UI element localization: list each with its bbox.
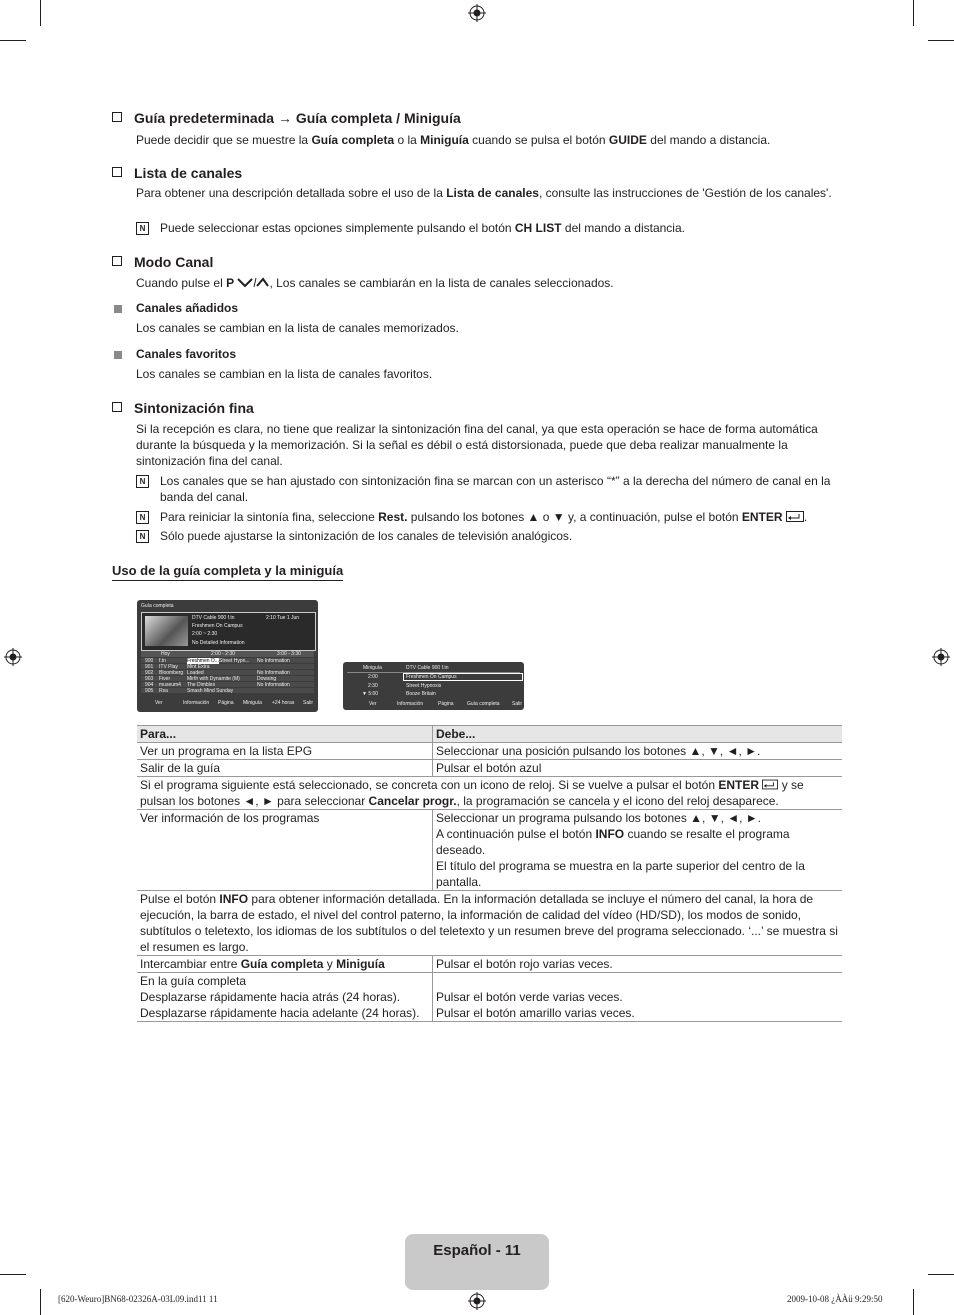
footer-salir[interactable]: Salir [512, 701, 523, 707]
registration-mark-icon [468, 4, 486, 22]
checkbox-icon [112, 256, 122, 266]
full-guide-screen [137, 600, 318, 712]
checkbox-icon [112, 402, 122, 412]
paragraph: Puede decidir que se muestre la Guía completa o la Miniguía cuando se pulsa el botón GUIDE del mando a distancia. [136, 133, 771, 147]
note-icon: N [136, 511, 149, 524]
bullet-square-icon [114, 351, 122, 359]
bullet-square-icon [114, 305, 122, 313]
screen-title: Miniguía [363, 665, 382, 671]
crop-mark [913, 0, 914, 26]
table-row: Pulse el botón INFO para obtener información detallada. En la información detallada se incluye el número del canal, la hora de ejecución, la barra de estado, el nivel del control paterno, la información de calidad del vídeo (HD/SD), los modos de sonido, subtítulos o teletexto, los idiomas de los subtítulos o del teletexto y un resumen breve del programa seleccionado. ‘...’ se muestra si el resumen es largo. [137, 891, 842, 956]
footer-24h[interactable]: +24 horas [272, 700, 295, 706]
info-panel: DTV Cable 900 f.tn 2:10 Tue 1 Jun Freshmen On Campus 2:00 ~ 2:30 No Detailed Information [141, 612, 316, 651]
table-row: Salir de la guía Pulsar el botón azul [137, 760, 842, 777]
note: N Puede seleccionar estas opciones simplemente pulsando el botón CH LIST del mando a distancia. [136, 220, 842, 236]
crop-mark [928, 1274, 954, 1275]
registration-mark-icon [932, 648, 950, 666]
crop-mark [928, 40, 954, 41]
instructions-table [137, 725, 842, 1022]
footer-guia-completa[interactable]: Guía completa [467, 701, 500, 707]
footer-ver[interactable]: Ver [369, 701, 377, 707]
footer-ver[interactable]: Ver [155, 700, 163, 706]
table-row: Ver información de los programas Seleccionar un programa pulsando los botones ▲, ▼, ◄, ►. A continuación pulse el botón INFO cuando se resalte el programa deseado. El título del programa se muestra en la parte superior del centro de la pantalla. [137, 810, 842, 891]
sub-heading: Canales favoritos [136, 347, 237, 361]
table-row[interactable]: 901 ITV Play Mint Extra [141, 664, 314, 669]
paragraph: Cuando pulse el P , Los canales se cambiarán en la lista de canales seleccionados. [136, 276, 614, 290]
table-row[interactable]: 902 Bloomberg Loaded No Information [141, 670, 314, 675]
note-icon: N [136, 530, 149, 543]
chevron-down-up-icon [237, 277, 269, 288]
table-row[interactable]: 900 f.tn Freshmen O... Street Hypn... No Information [141, 658, 314, 663]
section-title-uso: Uso de la guía completa y la miniguía [112, 563, 343, 581]
registration-mark-icon [4, 648, 22, 666]
note-icon: N [136, 475, 149, 488]
footer-info[interactable]: Información [397, 701, 424, 707]
note: N Sólo puede ajustarse la sintonización de los canales de televisión analógicos. [136, 528, 842, 544]
section-title-sinto: Sintonización fina [112, 400, 254, 416]
crop-mark [913, 1289, 914, 1315]
crop-mark [0, 1274, 26, 1275]
crop-mark [40, 1289, 41, 1315]
crop-mark [0, 40, 26, 41]
table-header: Para... Debe... [137, 726, 842, 743]
note-icon: N [136, 222, 149, 235]
table-row[interactable]: 903 Fiver Mirth with Dynamite (M) Dowsing [141, 676, 314, 681]
screen-title: Guía completa [141, 603, 174, 609]
note: N Los canales que se han ajustado con sintonización fina se marcan con un asterisco “*” a la derecha del número de canal en la banda del canal. [136, 473, 842, 505]
screen-footer [141, 700, 314, 708]
footer-salir[interactable]: Salir [303, 700, 314, 706]
section-title-guia: Guía predeterminada → Guía completa / Miniguía [112, 110, 461, 126]
time-header: Hoy 2:00 - 2:30 3:00 - 3:30 [141, 651, 314, 657]
paragraph: Si la recepción es clara, no tiene que realizar la sintonización fina del canal, ya que esta operación se hace de forma automática durante la búsqueda y la memorización. Si la señal es débil o está distorsionada, puede que deba realizar manualmente la sintonización fina del canal. [136, 422, 818, 468]
table-row: En la guía completa Desplazarse rápidamente hacia atrás (24 horas). Desplazarse rápidamente hacia adelante (24 horas). Pulsar el botón verde varias veces. Pulsar el botón amarillo varias veces. [137, 973, 842, 1022]
checkbox-icon [112, 167, 122, 177]
paragraph: Los canales se cambian en la lista de canales memorizados. [136, 321, 459, 335]
section-title-modo: Modo Canal [112, 254, 213, 270]
checkbox-icon [112, 112, 122, 122]
section-title-lista: Lista de canales [112, 165, 242, 181]
table-row[interactable]: 905 Rsa Smash Mind Sunday [141, 688, 314, 693]
registration-mark-icon [468, 1292, 486, 1310]
table-row[interactable]: 904 museum4 The Dimbles No Information [141, 682, 314, 687]
footer-info[interactable]: Información [183, 700, 210, 706]
footer-timestamp: 2009-10-08 ¿ÀÀü 9:29:50 [787, 1294, 883, 1304]
footer-miniguia[interactable]: Miniguía [243, 700, 262, 706]
selected-program[interactable]: Freshmen On Campus [403, 673, 523, 681]
crop-mark [40, 0, 41, 26]
paragraph: Los canales se cambian en la lista de canales favoritos. [136, 367, 433, 381]
table-row: Intercambiar entre Guía completa y Miniguía Pulsar el botón rojo varias veces. [137, 956, 842, 973]
enter-icon [786, 511, 804, 522]
paragraph: Para obtener una descripción detallada sobre el uso de la Lista de canales, consulte las instrucciones de 'Gestión de los canales'. [136, 186, 832, 200]
table-row: Ver un programa en la lista EPG Seleccionar una posición pulsando los botones ▲, ▼, ◄, ►. [137, 743, 842, 760]
sub-heading: Canales añadidos [136, 301, 239, 315]
note: N Para reiniciar la sintonía fina, seleccione Rest. pulsando los botones ▲ o ▼ y, a continuación, pulse el botón ENTER . [136, 509, 842, 525]
footer-pagina[interactable]: Página [438, 701, 454, 707]
footer-file-info: [620-Weuro]BN68-02326A-03L09.ind11 11 [58, 1294, 218, 1304]
preview-thumbnail [145, 616, 188, 646]
enter-icon [762, 779, 778, 790]
table-row: Si el programa siguiente está seleccionado, se concreta con un icono de reloj. Si se vuelve a pulsar el botón ENTER y se pulsan los botones ◄, ► para seleccionar Cancelar progr., la programación se cancela y el icono del reloj desaparece. [137, 777, 842, 810]
mini-guide-screen: Miniguía DTV Cable 900 f.tn 2:00 Freshmen On Campus 2:30 Street Hypnosis ▼ 5:00 Booze Britain Ver Información Página Guía completa Salir [343, 662, 524, 710]
page-number-badge: Español - 11 [405, 1234, 549, 1290]
footer-pagina[interactable]: Página [218, 700, 234, 706]
